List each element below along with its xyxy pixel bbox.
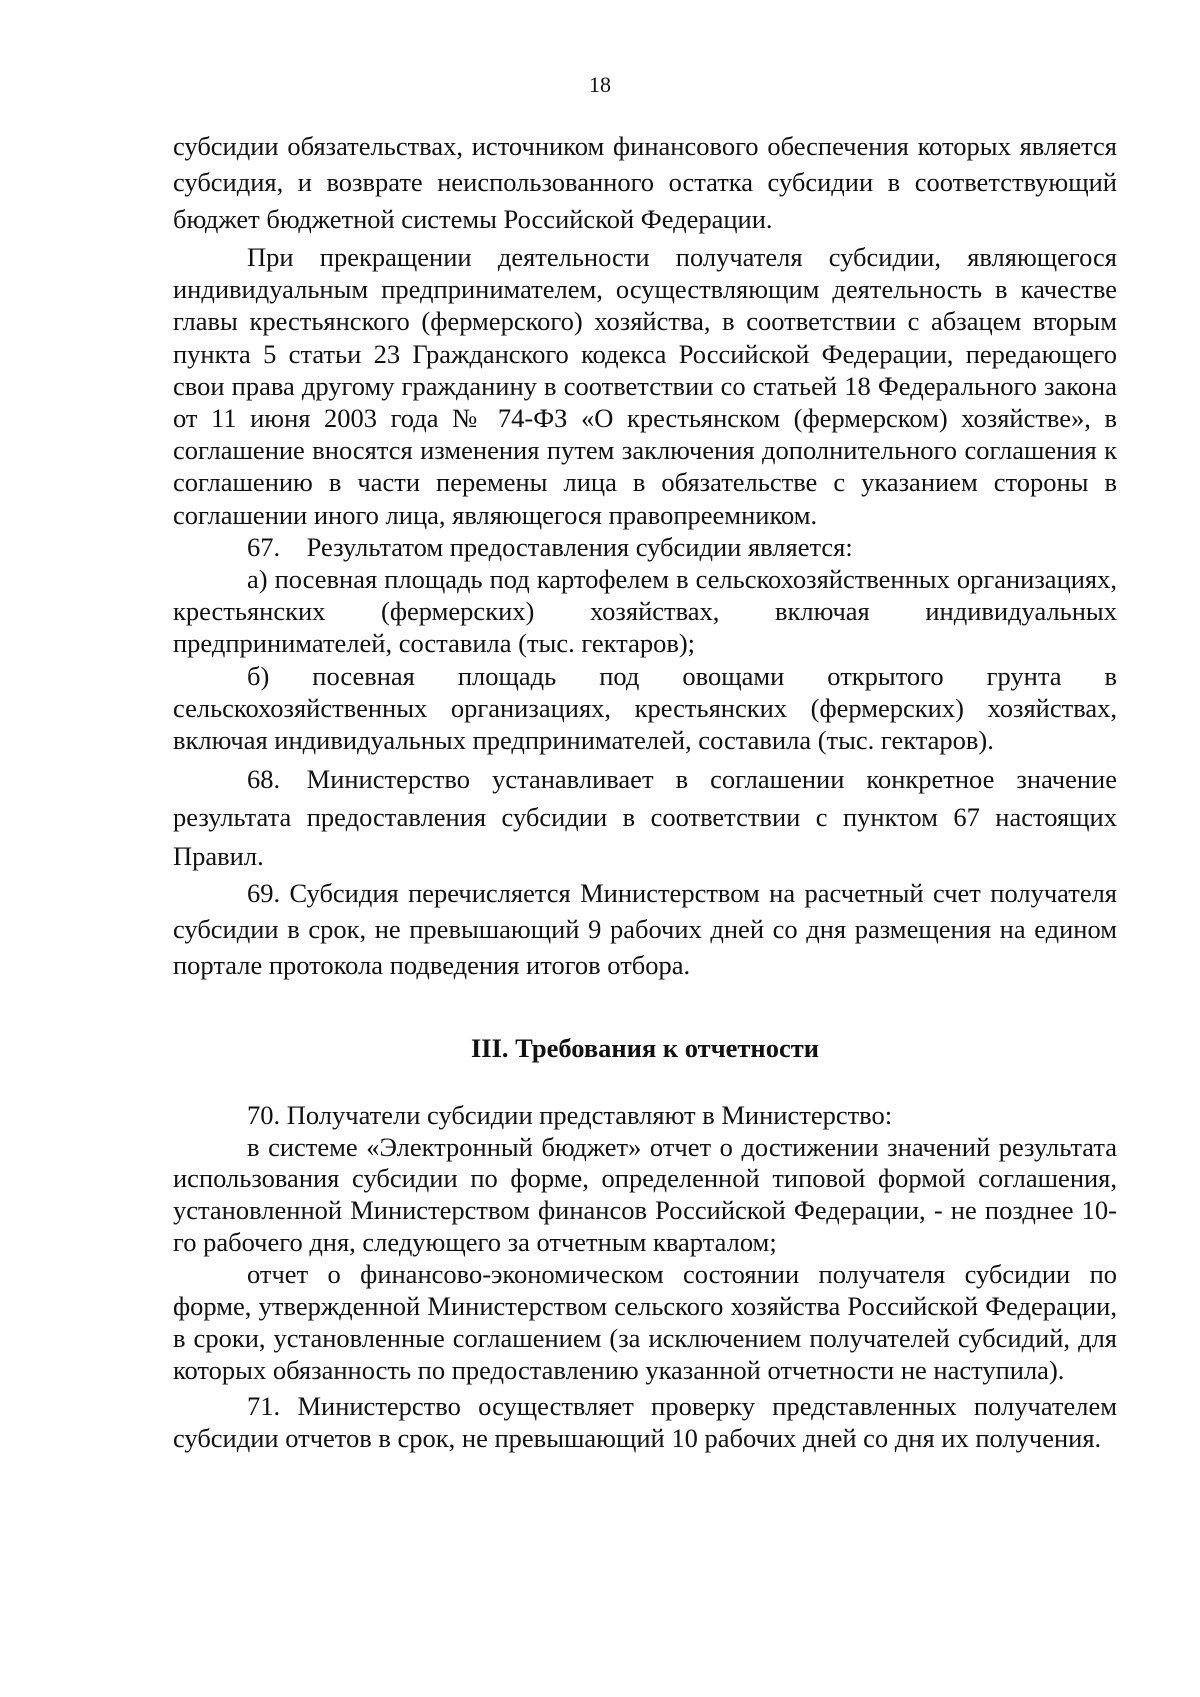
paragraph-67b: б) посевная площадь под овощами открытого грунта в сельскохозяйственных организациях, крестьянских (фермерских) хозяйствах, включая индивидуальных предпринимателей, составила (тыс. гектаров). <box>173 660 1117 755</box>
paragraph-67: 67. Результатом предоставления субсидии является: <box>247 531 853 562</box>
page-number: 18 <box>589 72 611 97</box>
paragraph-70-financial-report: отчет о финансово-экономическом состоянии получателя субсидии по форме, утвержденной Министерством сельского хозяйства Российской Федерации, в сроки, установленные соглашением (за исключением получателей субсидий, для которых обязанность по предоставлению указанной отчетности не наступила). <box>173 1259 1117 1385</box>
document-body <box>173 128 1117 1455</box>
paragraph-termination: При прекращении деятельности получателя субсидии, являющегося индивидуальным предпринимателем, осуществляющим деятельность в качестве главы крестьянского (фермерского) хозяйства, в соответствии с абзацем вторым пункта 5 статьи 23 Гражданского кодекса Российской Федерации, передающего свои права другому гражданину в соответствии со статьей 18 Федерального закона от 11 июня 2003 года № 74-ФЗ «О крестьянском (фермерском) хозяйстве», в соглашение вносятся изменения путем заключения дополнительного соглашения к соглашению в части перемены лица в обязательстве с указанием стороны в соглашении иного лица, являющегося правопреемником. <box>173 241 1117 530</box>
paragraph-69: 69. Субсидия перечисляется Министерством на расчетный счет получателя субсидии в срок, не превышающий 9 рабочих дней со дня размещения на едином портале протокола подведения итогов отбора. <box>173 877 1117 981</box>
section-heading: III. Требования к отчетности <box>470 1032 819 1063</box>
paragraph-70: 70. Получатели субсидии представляют в Министерство: <box>247 1099 893 1130</box>
paragraph-68: 68. Министерство устанавливает в соглашении конкретное значение результата предоставления субсидии в соответствии с пунктом 67 настоящих Правил. <box>173 764 1117 871</box>
paragraph-67a: а) посевная площадь под картофелем в сельскохозяйственных организациях, крестьянских (фермерских) хозяйствах, включая индивидуальных предпринимателей, составила (тыс. гектаров); <box>173 563 1117 659</box>
paragraph-continuation: субсидии обязательствах, источником финансового обеспечения которых является субсидия, и возврате неиспользованного остатка субсидии в соответствующий бюджет бюджетной системы Российской Федерации. <box>173 131 1117 234</box>
paragraph-71: 71. Министерство осуществляет проверку представленных получателем субсидии отчетов в срок, не превышающий 10 рабочих дней со дня их получения. <box>173 1390 1117 1453</box>
paragraph-70-electronic-budget: в системе «Электронный бюджет» отчет о достижении значений результата использования субсидии по форме, определенной типовой формой соглашения, установленной Министерством финансов Российской Федерации, - не позднее 10-го рабочего дня, следующего за отчетным кварталом; <box>173 1131 1117 1258</box>
